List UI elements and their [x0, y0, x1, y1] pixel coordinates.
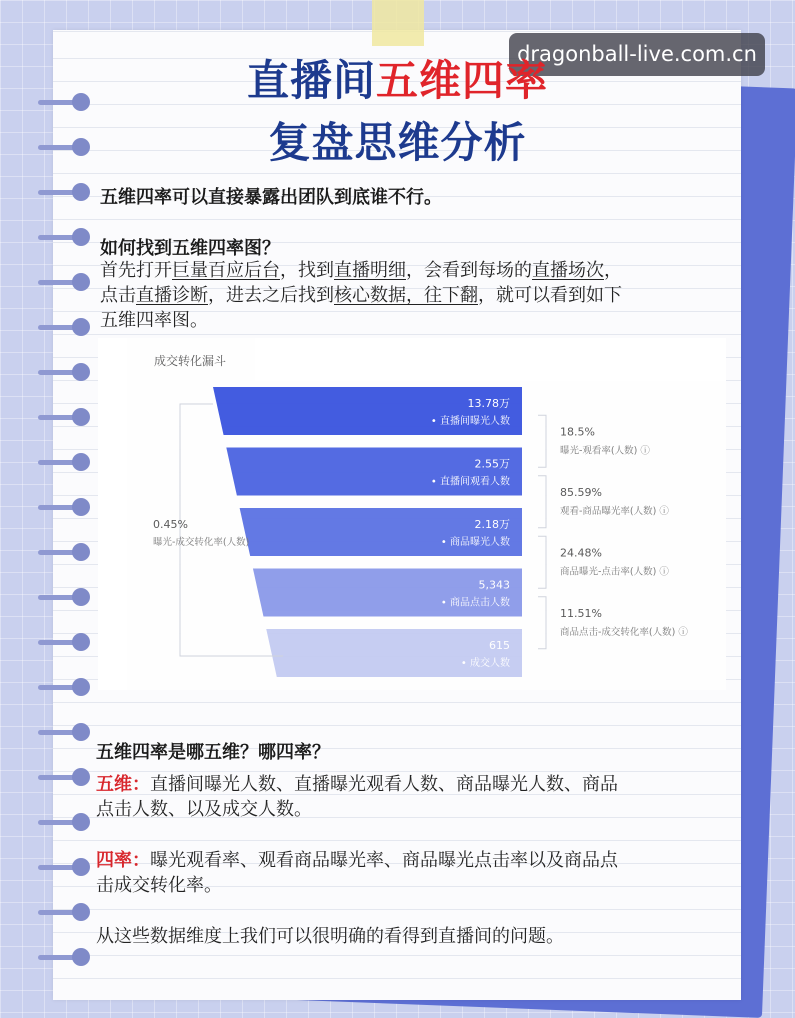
overall-label: 曝光-成交转化率(人数): [153, 537, 250, 548]
binder-ring: [38, 500, 90, 514]
binder-ring: [38, 455, 90, 469]
link-diagnosis: 直播诊断: [136, 285, 208, 306]
binder-ring: [38, 365, 90, 379]
stage-value: 5,343: [478, 578, 510, 592]
link-live-session: 直播场次: [532, 260, 604, 281]
ring-hole: [72, 363, 90, 381]
overall-value: 0.45%: [153, 518, 188, 531]
text: 曝光观看率、观看商品曝光率、商品曝光点击率以及商品点: [150, 850, 618, 871]
tape-strip: [372, 0, 424, 46]
rate-value: 85.59%: [560, 485, 602, 499]
funnel-stage: [213, 387, 522, 435]
ring-hole: [72, 633, 90, 651]
ring-hole: [72, 588, 90, 606]
rate-label: 观看-商品曝光率(人数) ⓘ: [560, 505, 669, 517]
binder-ring: [38, 410, 90, 424]
title-part1: 直播间: [246, 56, 376, 105]
silv-line-2: 击成交转化率。: [96, 875, 222, 896]
rate-bracket: [538, 476, 546, 528]
binder-ring: [38, 950, 90, 964]
stage-value: 2.18万: [474, 518, 510, 531]
conclusion-line: 从这些数据维度上我们可以很明确的看得到直播间的问题。: [96, 926, 564, 947]
how-to-line-2: [100, 283, 622, 308]
text: 点击: [100, 285, 136, 306]
how-to-heading: 如何找到五维四率图？: [100, 238, 280, 259]
ring-hole: [72, 678, 90, 696]
link-live-detail: 直播明细: [334, 260, 406, 281]
text: 首先打开: [100, 260, 172, 281]
ring-hole: [72, 948, 90, 966]
stage-value: 13.78万: [467, 397, 510, 410]
silv-line-1: [96, 848, 618, 873]
link-core-data: 核心数据，往下翻: [334, 285, 478, 306]
funnel-stage: [253, 569, 522, 617]
ring-hole: [72, 318, 90, 336]
page-title: [0, 48, 795, 108]
wuwei-line-2: 点击人数、以及成交人数。: [96, 799, 312, 820]
ring-hole: [72, 813, 90, 831]
title-part2: 五维四率: [376, 56, 549, 105]
rate-value: 11.51%: [560, 606, 602, 620]
funnel-stage: [240, 508, 522, 556]
binder-ring: [38, 320, 90, 334]
ring-hole: [72, 858, 90, 876]
binder-ring: [38, 770, 90, 784]
ring-hole: [72, 723, 90, 741]
rate-bracket: [538, 597, 546, 649]
text: ，: [604, 260, 622, 281]
binder-ring: [38, 230, 90, 244]
link-baiying: 巨量百应后台: [172, 260, 280, 281]
binder-ring: [38, 185, 90, 199]
silv-label: 四率：: [96, 850, 150, 871]
intro-line: 五维四率可以直接暴露出团队到底谁不行。: [100, 187, 442, 208]
text: ，找到: [280, 260, 334, 281]
stage-label: • 成交人数: [460, 658, 510, 669]
ring-hole: [72, 903, 90, 921]
page-subtitle: 复盘思维分析: [268, 118, 527, 167]
stage-value: 615: [489, 639, 510, 652]
binder-ring: [38, 545, 90, 559]
ring-hole: [72, 453, 90, 471]
ring-hole: [72, 408, 90, 426]
binder-ring: [38, 680, 90, 694]
ring-hole: [72, 273, 90, 291]
funnel-svg: [98, 338, 726, 690]
rate-bracket: [538, 536, 546, 588]
watermark: dragonball-live.com.cn: [509, 33, 765, 76]
stage-label: • 商品点击人数: [440, 597, 510, 609]
text: ，进去之后找到: [208, 285, 334, 306]
how-to-line-1: [100, 258, 622, 283]
stage-label: • 商品曝光人数: [440, 537, 510, 548]
binder-ring: [38, 275, 90, 289]
stage-label: • 直播间观看人数: [430, 476, 510, 488]
rate-label: 商品点击-成交转化率(人数) ⓘ: [560, 626, 688, 638]
binder-ring: [38, 635, 90, 649]
rate-label: 商品曝光-点击率(人数) ⓘ: [560, 566, 669, 578]
rate-value: 18.5%: [560, 425, 595, 439]
binder-ring: [38, 590, 90, 604]
rate-label: 曝光-观看率(人数) ⓘ: [560, 445, 650, 457]
section2-heading: 五维四率是哪五维？哪四率？: [96, 742, 330, 763]
text: ，就可以看到如下: [478, 285, 622, 306]
binder-ring: [38, 815, 90, 829]
binder-ring: [38, 725, 90, 739]
stage-value: 2.55万: [474, 457, 510, 471]
rate-value: 24.48%: [560, 546, 602, 560]
wuwei-line-1: [96, 772, 618, 797]
binder-ring: [38, 860, 90, 874]
ring-hole: [72, 183, 90, 201]
funnel-stage: [226, 448, 522, 496]
funnel-stage: [266, 629, 522, 677]
text: 直播间曝光人数、直播曝光观看人数、商品曝光人数、商品: [150, 774, 618, 795]
ring-hole: [72, 498, 90, 516]
how-to-line-3: 五维四率图。: [100, 310, 208, 331]
funnel-chart: [98, 338, 726, 690]
ring-hole: [72, 768, 90, 786]
ring-hole: [72, 543, 90, 561]
wuwei-label: 五维：: [96, 774, 150, 795]
rate-bracket: [538, 415, 546, 467]
binder-ring: [38, 905, 90, 919]
stage-label: • 直播间曝光人数: [430, 416, 510, 427]
text: ，会看到每场的: [406, 260, 532, 281]
ring-hole: [72, 228, 90, 246]
chart-title: 成交转化漏斗: [154, 354, 227, 368]
